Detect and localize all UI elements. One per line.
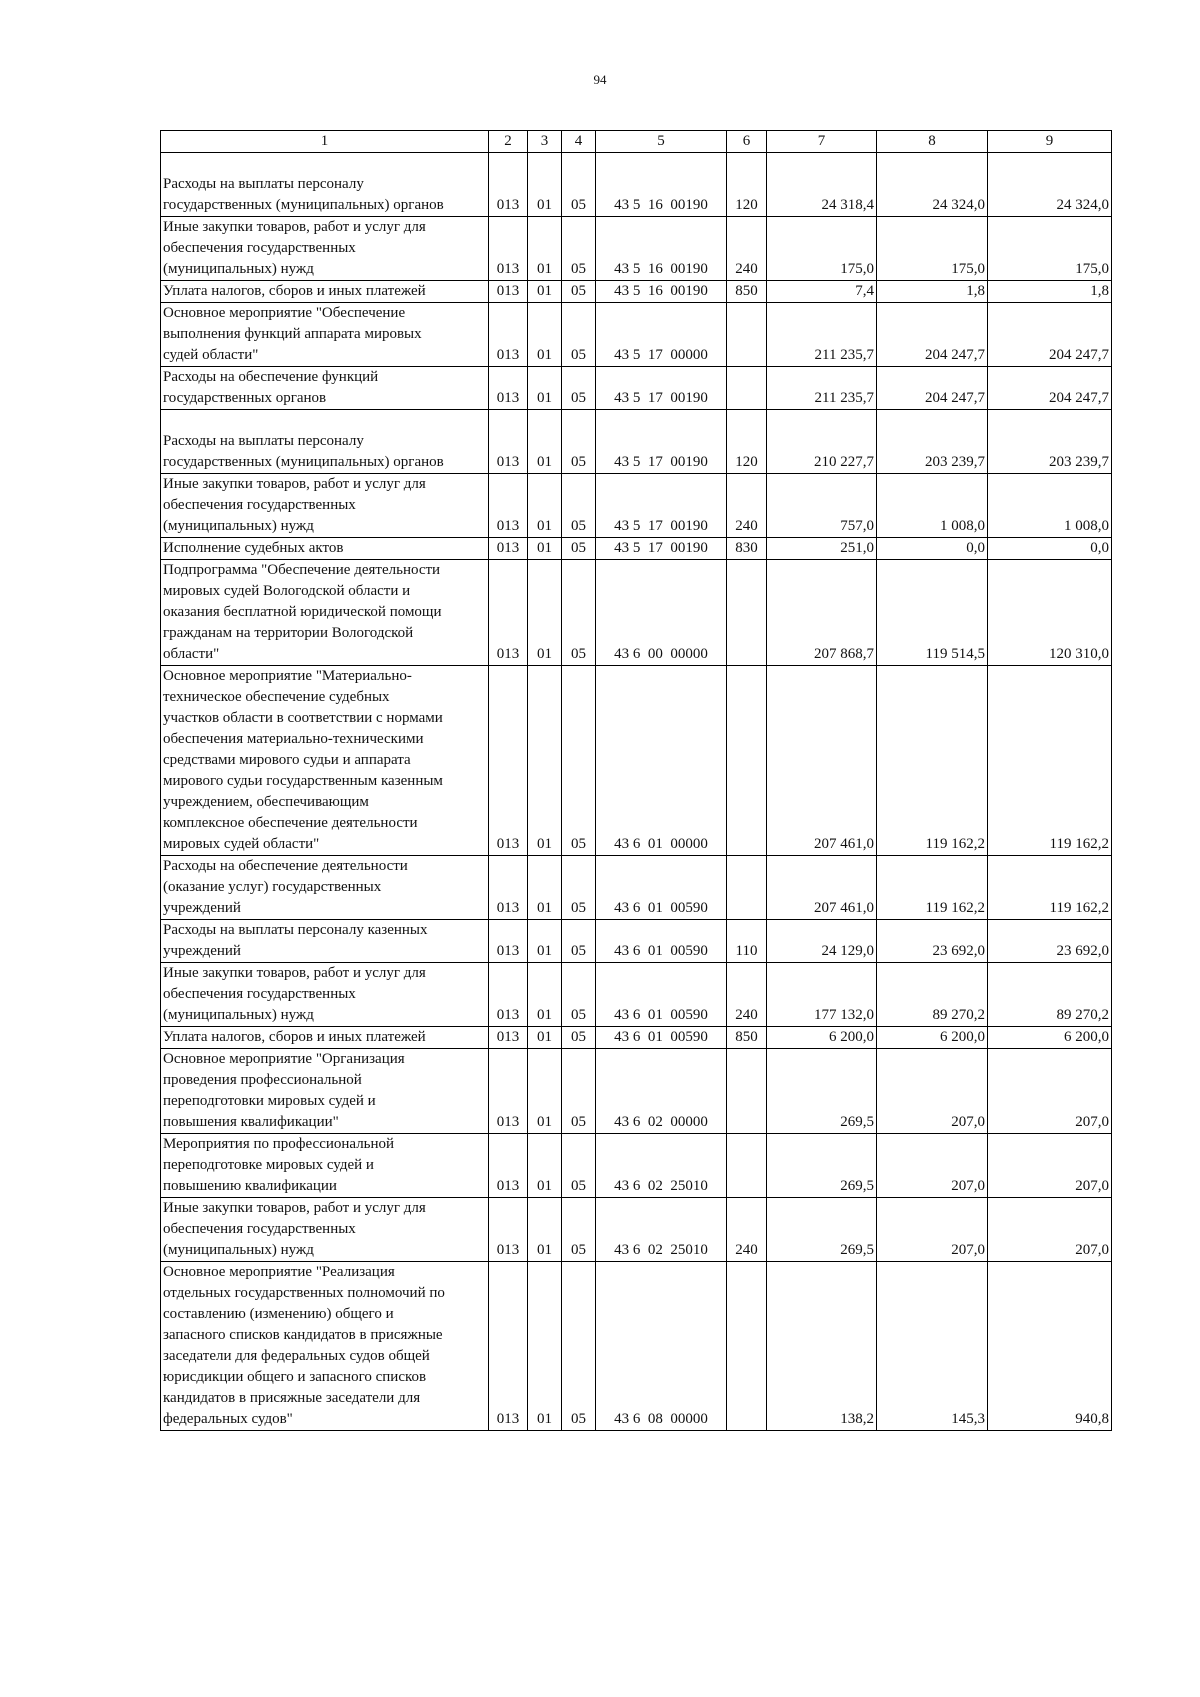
row-admin-code-cell: 013 [489,1049,528,1134]
row-amount-col8-cell: 145,3 [877,1262,988,1431]
row-amount-col7-cell: 251,0 [767,538,877,560]
row-amount-col8-cell: 204 247,7 [877,303,988,367]
row-amount-col9-cell: 204 247,7 [988,303,1112,367]
row-amount-col9-cell: 207,0 [988,1134,1112,1198]
table-row [161,1049,1112,1134]
table-row [161,281,1112,303]
col-header-3: 3 [528,131,562,153]
row-subsection-cell: 05 [562,217,596,281]
row-amount-col8-cell: 119 162,2 [877,666,988,856]
row-amount-col7-cell: 269,5 [767,1049,877,1134]
row-amount-col9-cell: 1,8 [988,281,1112,303]
row-amount-col7-cell: 6 200,0 [767,1027,877,1049]
row-expense-type-cell: 850 [727,281,767,303]
row-target-article-cell: 43 5 17 00190 [596,538,727,560]
row-admin-code-cell: 013 [489,1198,528,1262]
row-name-cell: Расходы на выплаты персоналу государственных (муниципальных) органов [161,410,489,474]
row-admin-code-cell: 013 [489,367,528,410]
row-target-article-cell: 43 5 16 00190 [596,281,727,303]
row-amount-col8-cell: 203 239,7 [877,410,988,474]
row-admin-code-cell: 013 [489,666,528,856]
row-name-cell: Иные закупки товаров, работ и услуг для обеспечения государственных (муниципальных) нужд [161,963,489,1027]
row-expense-type-cell [727,1049,767,1134]
row-amount-col9-cell: 175,0 [988,217,1112,281]
row-target-article-cell: 43 5 16 00190 [596,153,727,217]
row-amount-col8-cell: 207,0 [877,1134,988,1198]
table-row [161,856,1112,920]
row-target-article-cell: 43 5 17 00190 [596,410,727,474]
row-expense-type-cell [727,856,767,920]
row-amount-col9-cell: 6 200,0 [988,1027,1112,1049]
row-admin-code-cell: 013 [489,920,528,963]
row-admin-code-cell: 013 [489,1134,528,1198]
row-section-cell: 01 [528,1198,562,1262]
row-target-article-cell: 43 6 00 00000 [596,560,727,666]
row-subsection-cell: 05 [562,920,596,963]
row-admin-code-cell: 013 [489,963,528,1027]
row-section-cell: 01 [528,153,562,217]
col-header-8: 8 [877,131,988,153]
table-row [161,1027,1112,1049]
row-subsection-cell: 05 [562,538,596,560]
row-name-cell: Иные закупки товаров, работ и услуг для обеспечения государственных (муниципальных) нужд [161,1198,489,1262]
row-amount-col8-cell: 89 270,2 [877,963,988,1027]
table-row [161,410,1112,474]
row-section-cell: 01 [528,367,562,410]
row-amount-col9-cell: 207,0 [988,1198,1112,1262]
row-section-cell: 01 [528,281,562,303]
table-row [161,1134,1112,1198]
row-amount-col8-cell: 0,0 [877,538,988,560]
row-section-cell: 01 [528,1027,562,1049]
row-name-cell: Расходы на обеспечение функций государственных органов [161,367,489,410]
row-admin-code-cell: 013 [489,410,528,474]
row-subsection-cell: 05 [562,1027,596,1049]
row-expense-type-cell: 830 [727,538,767,560]
table-row [161,1198,1112,1262]
row-amount-col7-cell: 269,5 [767,1198,877,1262]
row-amount-col7-cell: 7,4 [767,281,877,303]
row-amount-col7-cell: 211 235,7 [767,303,877,367]
row-subsection-cell: 05 [562,666,596,856]
row-admin-code-cell: 013 [489,217,528,281]
row-expense-type-cell: 120 [727,410,767,474]
row-amount-col8-cell: 207,0 [877,1049,988,1134]
col-header-6: 6 [727,131,767,153]
row-name-cell: Уплата налогов, сборов и иных платежей [161,1027,489,1049]
row-section-cell: 01 [528,1262,562,1431]
row-admin-code-cell: 013 [489,153,528,217]
row-expense-type-cell [727,367,767,410]
table-row [161,217,1112,281]
row-name-cell: Иные закупки товаров, работ и услуг для обеспечения государственных (муниципальных) нужд [161,474,489,538]
row-amount-col8-cell: 1,8 [877,281,988,303]
row-amount-col7-cell: 177 132,0 [767,963,877,1027]
row-section-cell: 01 [528,410,562,474]
row-expense-type-cell: 850 [727,1027,767,1049]
row-name-cell: Расходы на выплаты персоналу казенных учреждений [161,920,489,963]
row-name-cell: Уплата налогов, сборов и иных платежей [161,281,489,303]
table-row [161,367,1112,410]
row-amount-col9-cell: 207,0 [988,1049,1112,1134]
col-header-7: 7 [767,131,877,153]
row-subsection-cell: 05 [562,1049,596,1134]
row-subsection-cell: 05 [562,281,596,303]
row-amount-col9-cell: 1 008,0 [988,474,1112,538]
row-admin-code-cell: 013 [489,1262,528,1431]
row-amount-col9-cell: 120 310,0 [988,560,1112,666]
row-target-article-cell: 43 6 02 25010 [596,1198,727,1262]
row-name-cell: Мероприятия по профессиональной переподготовке мировых судей и повышению квалификации [161,1134,489,1198]
row-section-cell: 01 [528,303,562,367]
row-target-article-cell: 43 5 16 00190 [596,217,727,281]
row-section-cell: 01 [528,1049,562,1134]
row-subsection-cell: 05 [562,474,596,538]
row-amount-col8-cell: 1 008,0 [877,474,988,538]
row-amount-col7-cell: 24 318,4 [767,153,877,217]
row-amount-col7-cell: 207 461,0 [767,666,877,856]
row-amount-col9-cell: 89 270,2 [988,963,1112,1027]
row-subsection-cell: 05 [562,303,596,367]
row-section-cell: 01 [528,856,562,920]
row-name-cell: Основное мероприятие "Организация проведения профессиональной переподготовки мировых судей и повышения квалификации" [161,1049,489,1134]
row-section-cell: 01 [528,474,562,538]
row-target-article-cell: 43 6 02 00000 [596,1049,727,1134]
table-row [161,538,1112,560]
page-number: 94 [593,72,607,87]
row-amount-col9-cell: 940,8 [988,1262,1112,1431]
row-amount-col8-cell: 119 162,2 [877,856,988,920]
row-name-cell: Основное мероприятие "Обеспечение выполнения функций аппарата мировых судей области" [161,303,489,367]
table-row [161,1262,1112,1431]
row-expense-type-cell: 240 [727,474,767,538]
row-amount-col9-cell: 119 162,2 [988,856,1112,920]
row-amount-col8-cell: 119 514,5 [877,560,988,666]
row-name-cell: Подпрограмма "Обеспечение деятельности мировых судей Вологодской области и оказания бесплатной юридической помощи гражданам на территории Вологодской области" [161,560,489,666]
row-name-cell: Расходы на выплаты персоналу государственных (муниципальных) органов [161,153,489,217]
col-header-1: 1 [161,131,489,153]
row-expense-type-cell: 240 [727,1198,767,1262]
row-target-article-cell: 43 6 02 25010 [596,1134,727,1198]
row-amount-col9-cell: 23 692,0 [988,920,1112,963]
row-amount-col9-cell: 24 324,0 [988,153,1112,217]
row-subsection-cell: 05 [562,367,596,410]
row-section-cell: 01 [528,217,562,281]
row-admin-code-cell: 013 [489,560,528,666]
row-subsection-cell: 05 [562,856,596,920]
row-admin-code-cell: 013 [489,538,528,560]
row-subsection-cell: 05 [562,1262,596,1431]
col-header-2: 2 [489,131,528,153]
row-target-article-cell: 43 6 01 00590 [596,920,727,963]
row-expense-type-cell [727,560,767,666]
col-header-5: 5 [596,131,727,153]
row-amount-col7-cell: 207 868,7 [767,560,877,666]
row-amount-col8-cell: 207,0 [877,1198,988,1262]
row-target-article-cell: 43 5 17 00190 [596,474,727,538]
row-section-cell: 01 [528,538,562,560]
row-amount-col7-cell: 207 461,0 [767,856,877,920]
row-subsection-cell: 05 [562,410,596,474]
table-row [161,303,1112,367]
row-expense-type-cell: 240 [727,963,767,1027]
row-name-cell: Основное мероприятие "Материально- техническое обеспечение судебных участков области в соответствии с нормами обеспечения материально-техническими средствами мирового судьи и аппарата мирового судьи государственным казенным учреждением, обеспечивающим комплексное обеспечение деятельности мировых судей области" [161,666,489,856]
row-amount-col8-cell: 24 324,0 [877,153,988,217]
row-subsection-cell: 05 [562,153,596,217]
row-admin-code-cell: 013 [489,303,528,367]
row-section-cell: 01 [528,666,562,856]
row-amount-col9-cell: 119 162,2 [988,666,1112,856]
row-section-cell: 01 [528,1134,562,1198]
budget-table [160,130,1112,1431]
table-row [161,666,1112,856]
row-subsection-cell: 05 [562,1134,596,1198]
row-expense-type-cell: 110 [727,920,767,963]
row-amount-col7-cell: 138,2 [767,1262,877,1431]
row-amount-col7-cell: 24 129,0 [767,920,877,963]
col-header-9: 9 [988,131,1112,153]
row-admin-code-cell: 013 [489,1027,528,1049]
row-amount-col9-cell: 204 247,7 [988,367,1112,410]
row-name-cell: Иные закупки товаров, работ и услуг для обеспечения государственных (муниципальных) нужд [161,217,489,281]
table-row [161,920,1112,963]
row-target-article-cell: 43 6 01 00590 [596,963,727,1027]
table-row [161,963,1112,1027]
row-amount-col9-cell: 203 239,7 [988,410,1112,474]
row-name-cell: Исполнение судебных актов [161,538,489,560]
row-amount-col7-cell: 269,5 [767,1134,877,1198]
row-expense-type-cell [727,303,767,367]
row-expense-type-cell [727,1262,767,1431]
row-admin-code-cell: 013 [489,281,528,303]
row-amount-col8-cell: 204 247,7 [877,367,988,410]
header-row [161,131,1112,153]
row-section-cell: 01 [528,963,562,1027]
row-admin-code-cell: 013 [489,856,528,920]
table-row [161,474,1112,538]
row-expense-type-cell: 240 [727,217,767,281]
row-expense-type-cell: 120 [727,153,767,217]
row-target-article-cell: 43 5 17 00000 [596,303,727,367]
row-section-cell: 01 [528,920,562,963]
row-amount-col7-cell: 210 227,7 [767,410,877,474]
row-expense-type-cell [727,1134,767,1198]
row-subsection-cell: 05 [562,560,596,666]
row-name-cell: Расходы на обеспечение деятельности (оказание услуг) государственных учреждений [161,856,489,920]
row-name-cell: Основное мероприятие "Реализация отдельных государственных полномочий по составлению (изменению) общего и запасного списков кандидатов в присяжные заседатели для федеральных судов общей юрисдикции общего и запасного списков кандидатов в присяжные заседатели для федеральных судов" [161,1262,489,1431]
row-target-article-cell: 43 6 08 00000 [596,1262,727,1431]
table-row [161,560,1112,666]
row-subsection-cell: 05 [562,1198,596,1262]
row-amount-col8-cell: 175,0 [877,217,988,281]
row-amount-col7-cell: 175,0 [767,217,877,281]
row-subsection-cell: 05 [562,963,596,1027]
row-amount-col8-cell: 23 692,0 [877,920,988,963]
table-row [161,153,1112,217]
row-target-article-cell: 43 6 01 00590 [596,856,727,920]
row-amount-col7-cell: 757,0 [767,474,877,538]
row-admin-code-cell: 013 [489,474,528,538]
row-amount-col8-cell: 6 200,0 [877,1027,988,1049]
row-amount-col9-cell: 0,0 [988,538,1112,560]
row-amount-col7-cell: 211 235,7 [767,367,877,410]
row-target-article-cell: 43 5 17 00190 [596,367,727,410]
row-target-article-cell: 43 6 01 00590 [596,1027,727,1049]
row-expense-type-cell [727,666,767,856]
col-header-4: 4 [562,131,596,153]
row-target-article-cell: 43 6 01 00000 [596,666,727,856]
row-section-cell: 01 [528,560,562,666]
